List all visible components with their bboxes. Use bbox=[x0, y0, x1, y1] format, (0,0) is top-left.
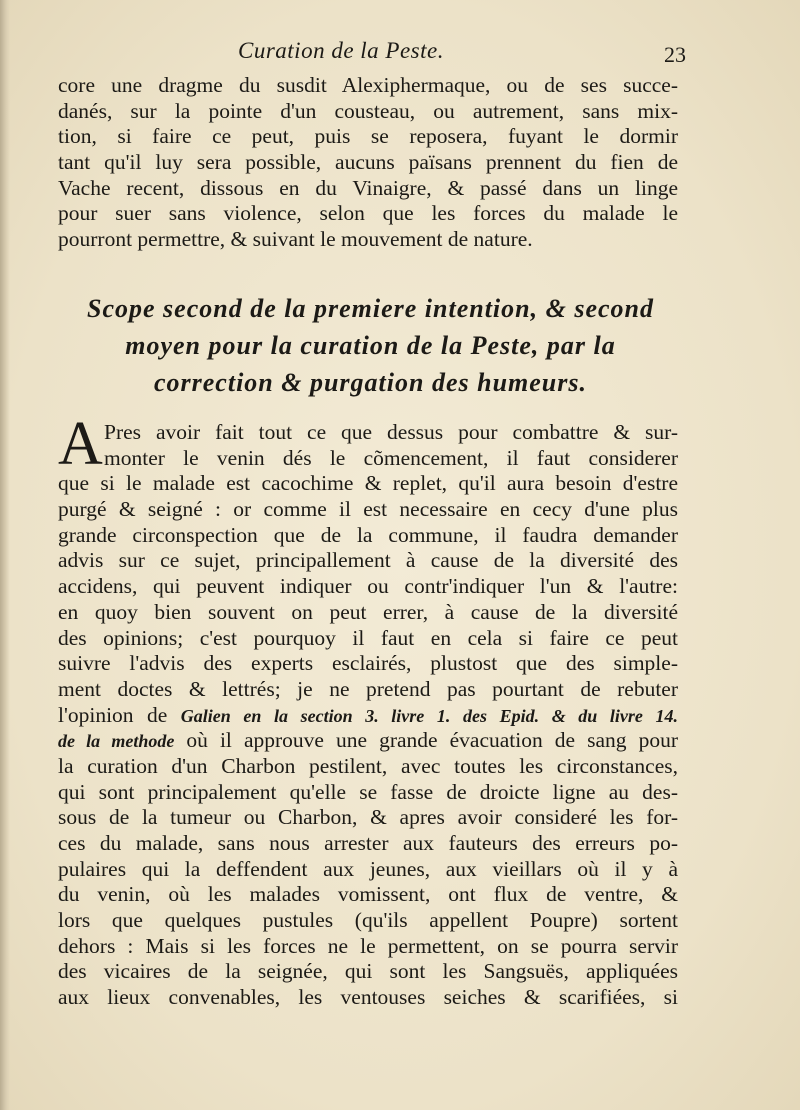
text-line: tant qu'il luy sera possible, aucuns païsans prennent du fien de bbox=[58, 150, 678, 175]
page-number: 23 bbox=[664, 42, 686, 67]
text-line: aux lieux convenables, les ventouses seiches & scarifiées, si bbox=[58, 985, 678, 1010]
top-paragraph bbox=[58, 73, 678, 253]
text-line: Vache recent, dissous en du Vinaigre, & passé dans un linge bbox=[58, 175, 678, 200]
text-line: ment doctes & lettrés; je ne pretend pas pourtant de rebuter bbox=[58, 676, 678, 701]
text-run: où il approuve une grande évacuation de sang pour bbox=[174, 728, 679, 753]
text-line: suivre l'advis des experts esclairés, plustost que des simple- bbox=[58, 651, 678, 676]
text-line: pourront permettre, & suivant le mouvement de nature. bbox=[58, 227, 533, 252]
page-header bbox=[60, 34, 690, 74]
text-line: advis sur ce sujet, principallement à cause de la diversité des bbox=[58, 548, 678, 573]
text-line: qui sont principalement qu'elle se fasse de droicte ligne au des- bbox=[58, 779, 678, 804]
text-line: dehors : Mais si les forces ne le permettent, on se pourra servir bbox=[58, 933, 678, 958]
main-paragraph bbox=[58, 410, 679, 1011]
text-line: danés, sur la pointe d'un cousteau, ou autrement, sans mix- bbox=[58, 98, 678, 123]
text-line: des opinions; c'est pourquoy il faut en cela si faire ce peut bbox=[58, 625, 678, 650]
heading-line: correction & purgation des humeurs. bbox=[153, 368, 587, 397]
text-line: sous de la tumeur ou Charbon, & apres avoir consideré les for- bbox=[58, 805, 678, 830]
text-line: core une dragme du susdit Alexiphermaque, ou de ses succe- bbox=[58, 73, 678, 97]
drop-cap: A bbox=[58, 410, 103, 478]
text-line: Pres avoir fait tout ce que dessus pour combattre & sur- bbox=[104, 420, 678, 444]
text-line: du venin, où les malades vomissent, ont flux de ventre, & bbox=[58, 882, 678, 907]
text-line: que si le malade est cacochime & replet, qu'il aura besoin d'estre bbox=[58, 471, 678, 496]
text-line: en quoy bien souvent on peut errer, à cause de la diversité bbox=[58, 599, 678, 624]
text-line: ces du malade, sans nous arrester aux fauteurs des erreurs po- bbox=[58, 831, 678, 855]
text-line: grande circonspection que de la commune, il faudra demander bbox=[58, 522, 678, 547]
text-line: la curation d'un Charbon pestilent, avec toutes les circonstances, bbox=[58, 753, 678, 778]
heading-line: moyen pour la curation de la Peste, par la bbox=[125, 331, 616, 360]
text-line: purgé & seigné : or comme il est necessaire en cecy d'une plus bbox=[58, 497, 678, 522]
running-head: Curation de la Peste. bbox=[238, 38, 444, 63]
text-line: pour suer sans violence, selon que les forces du malade le bbox=[58, 201, 678, 226]
text-line: accidens, qui peuvent indiquer ou contr'indiquer l'un & l'autre: bbox=[58, 574, 678, 599]
text-line: tion, si faire ce peut, puis se reposera, fuyant le dormir bbox=[58, 124, 678, 149]
text-line: monter le venin dés le cõmencement, il faut considerer bbox=[104, 445, 678, 470]
text-line: des vicaires de la seignée, qui sont les Sangsuës, appliquées bbox=[58, 959, 678, 984]
text-run: l'opinion de bbox=[58, 702, 181, 727]
section-heading bbox=[58, 290, 683, 401]
text-line bbox=[58, 703, 678, 729]
italic-citation: de la methode bbox=[58, 731, 175, 752]
text-line: pulaires qui la deffendent aux jeunes, aux vieillars où il y à bbox=[58, 856, 678, 881]
heading-line: Scope second de la premiere intention, & second bbox=[87, 294, 654, 323]
page-gutter-shadow bbox=[0, 0, 10, 1110]
text-line bbox=[58, 728, 678, 754]
italic-citation: Galien en la section 3. livre 1. des Epid. & du livre 14. bbox=[180, 705, 678, 726]
text-line: lors que quelques pustules (qu'ils appellent Pouprе) sortent bbox=[58, 908, 678, 933]
